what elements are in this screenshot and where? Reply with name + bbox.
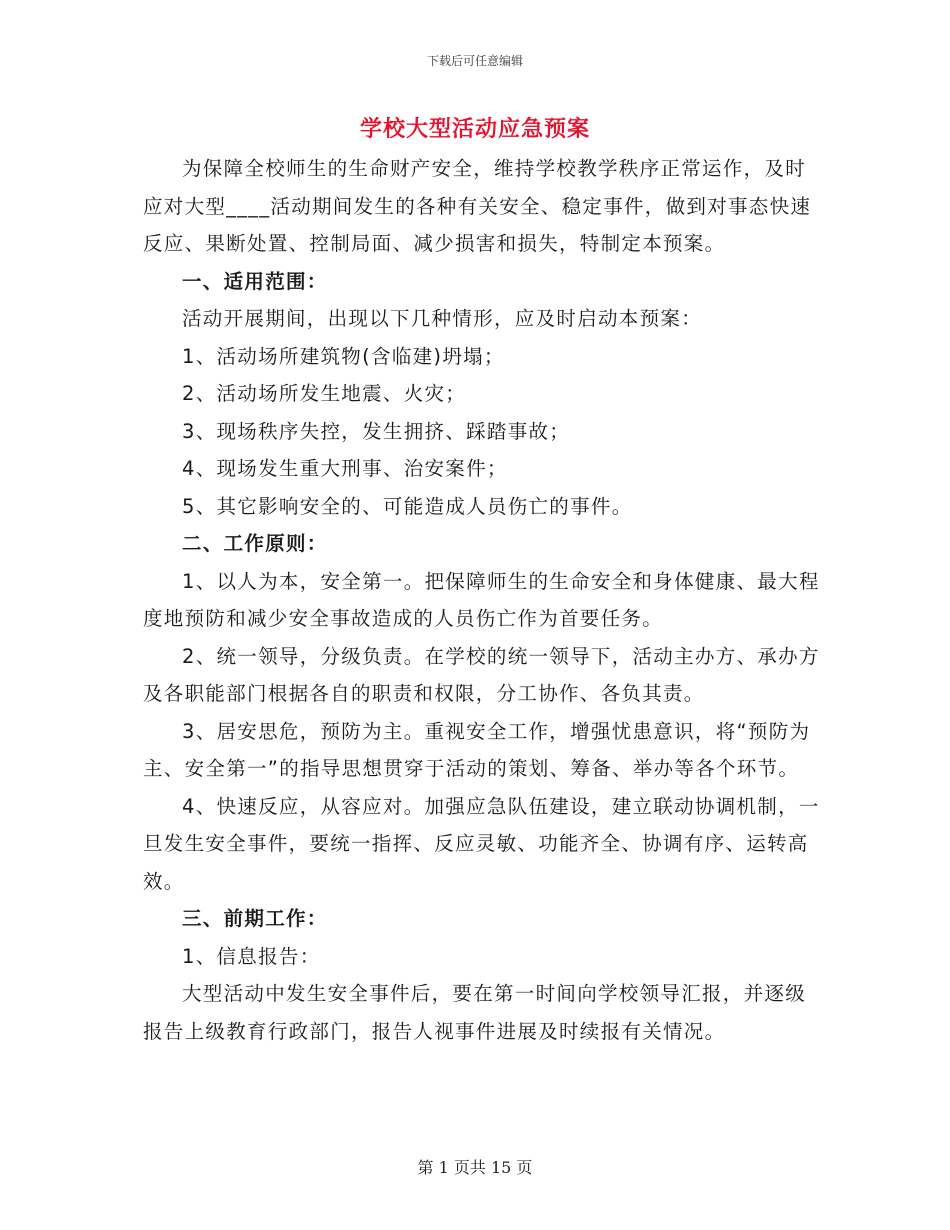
- scope-item-5: 5、其它影响安全的、可能造成人员伤亡的事件。: [182, 494, 633, 518]
- section-heading-principles: 二、工作原则：: [182, 532, 328, 555]
- document-body: [143, 150, 823, 1050]
- document-title: 学校大型活动应急预案: [359, 117, 590, 142]
- principle-3: 3、居安思危，预防为主。重视安全工作，增强忧患意识，将“预防为主、安全第一”的指导思想贯穿于活动的策划、筹备、举办等各个环节。: [143, 719, 811, 780]
- page-header-note: 下载后可任意编辑: [426, 54, 523, 68]
- scope-item-2: 2、活动场所发生地震、火灾；: [182, 382, 467, 405]
- principle-1: 1、以人为本，安全第一。把保障师生的生命安全和身体健康、最大程度地预防和减少安全事故造成的人员伤亡作为首要任务。: [143, 569, 820, 630]
- section-heading-preparation: 三、前期工作：: [182, 907, 328, 930]
- section-heading-scope: 一、适用范围：: [182, 269, 328, 293]
- intro-paragraph: 为保障全校师生的生命财产安全，维持学校教学秩序正常运作，及时应对大型____活动期间发生的各种有关安全、稳定事件，做到对事态快速反应、果断处置、控制局面、减少损害和损失，特制定本预案。: [143, 157, 812, 255]
- page-number: 第 1 页共 15 页: [417, 1158, 533, 1177]
- principle-2: 2、统一领导，分级负责。在学校的统一领导下，活动主办方、承办方及各职能部门根据各自的职责和权限，分工协作、各负其责。: [143, 644, 820, 705]
- scope-item-3: 3、现场秩序失控，发生拥挤、踩踏事故；: [182, 419, 571, 443]
- scope-item-4: 4、现场发生重大刑事、治安案件；: [182, 457, 508, 480]
- scope-item-1: 1、活动场所建筑物(含临建)坍塌；: [182, 344, 505, 368]
- scope-intro: 活动开展期间，出现以下几种情形，应及时启动本预案：: [182, 307, 703, 330]
- preparation-paragraph: 大型活动中发生安全事件后，要在第一时间向学校领导汇报，并逐级报告上级教育行政部门，报告人视事件进展及时续报有关情况。: [143, 982, 807, 1043]
- principle-4: 4、快速反应，从容应对。加强应急队伍建设，建立联动协调机制，一旦发生安全事件，要统一指挥、反应灵敏、功能齐全、协调有序、运转高效。: [143, 794, 820, 893]
- preparation-item-1: 1、信息报告：: [182, 944, 321, 968]
